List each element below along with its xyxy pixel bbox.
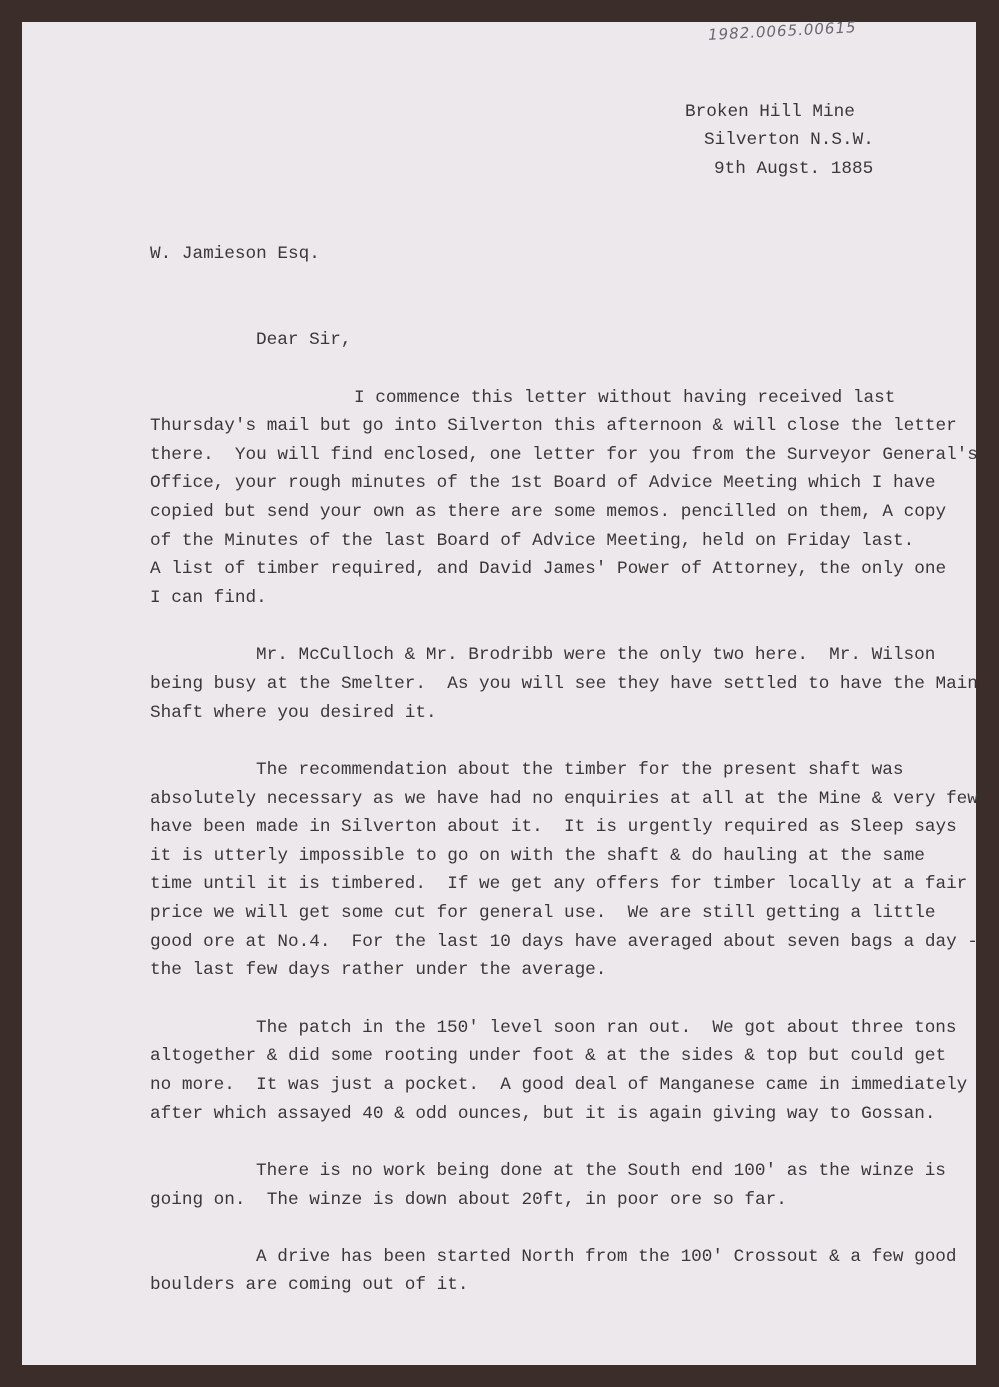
paragraph-line: of the Minutes of the last Board of Advice Meeting, held on Friday last. [150, 530, 915, 551]
paragraph-gap [150, 613, 978, 642]
letterhead-date: 9th Augst. 1885 [714, 159, 874, 179]
paragraph-gap [150, 1128, 978, 1157]
letterhead-town: Silverton N.S.W. [704, 130, 874, 150]
paragraph-line: A drive has been started North from the 100' Crossout & a few good [256, 1246, 957, 1267]
paragraph-line: Thursday's mail but go into Silverton this afternoon & will close the letter [150, 416, 957, 437]
paragraph-line: the last few days rather under the average. [150, 960, 607, 981]
paragraph-line: good ore at No.4. For the last 10 days have averaged about seven bags a day - [150, 931, 978, 952]
salutation: Dear Sir, [256, 330, 352, 351]
paragraph-line: copied but send your own as there are some memos. pencilled on them, A copy [150, 502, 947, 523]
paragraph-line: no more. It was just a pocket. A good deal of Manganese came in immediately [150, 1074, 968, 1095]
paragraph-line: boulders are coming out of it. [150, 1275, 469, 1296]
paragraph-line: I commence this letter without having received last [354, 387, 896, 408]
paragraph-line: absolutely necessary as we have had no enquiries at all at the Mine & very few [150, 788, 978, 809]
paragraph-line: The patch in the 150' level soon ran out. We got about three tons [256, 1017, 957, 1038]
paragraph-line: being busy at the Smelter. As you will see they have settled to have the Main [150, 673, 978, 694]
paragraph-line: I can find. [150, 588, 267, 609]
addressee: W. Jamieson Esq. [150, 244, 320, 265]
paragraph-line: it is utterly impossible to go on with the shaft & do hauling at the same [150, 845, 925, 866]
paragraph-line: A list of timber required, and David James' Power of Attorney, the only one [150, 559, 947, 580]
paragraph-line: there. You will find enclosed, one letter for you from the Surveyor General's [150, 444, 978, 465]
accession-number: 1982.0065.00615 [707, 18, 857, 44]
paragraph-line: Shaft where you desired it. [150, 702, 437, 723]
paragraph-gap [150, 1214, 978, 1243]
paragraph-line: have been made in Silverton about it. It is urgently required as Sleep says [150, 817, 957, 838]
paragraph-line: The recommendation about the timber for the present shaft was [256, 759, 904, 780]
paragraph-gap [150, 727, 978, 756]
paragraph-line: There is no work being done at the South end 100' as the winze is [256, 1160, 946, 1181]
paragraph-line: Mr. McCulloch & Mr. Brodribb were the only two here. Mr. Wilson [256, 645, 936, 666]
paragraph-line: Office, your rough minutes of the 1st Board of Advice Meeting which I have [150, 473, 936, 494]
paragraph-line: going on. The winze is down about 20ft, in poor ore so far. [150, 1189, 787, 1210]
paragraph-line: after which assayed 40 & odd ounces, but it is again giving way to Gossan. [150, 1103, 936, 1124]
paragraph-line: time until it is timbered. If we get any offers for timber locally at a fair [150, 874, 968, 895]
letter-body [150, 183, 978, 1300]
paragraph-line: price we will get some cut for general use. We are still getting a little [150, 903, 936, 924]
letterhead-place: Broken Hill Mine [685, 102, 855, 122]
paragraph-line: altogether & did some rooting under foot & at the sides & top but could get [150, 1046, 947, 1067]
paragraph-gap [150, 985, 978, 1014]
